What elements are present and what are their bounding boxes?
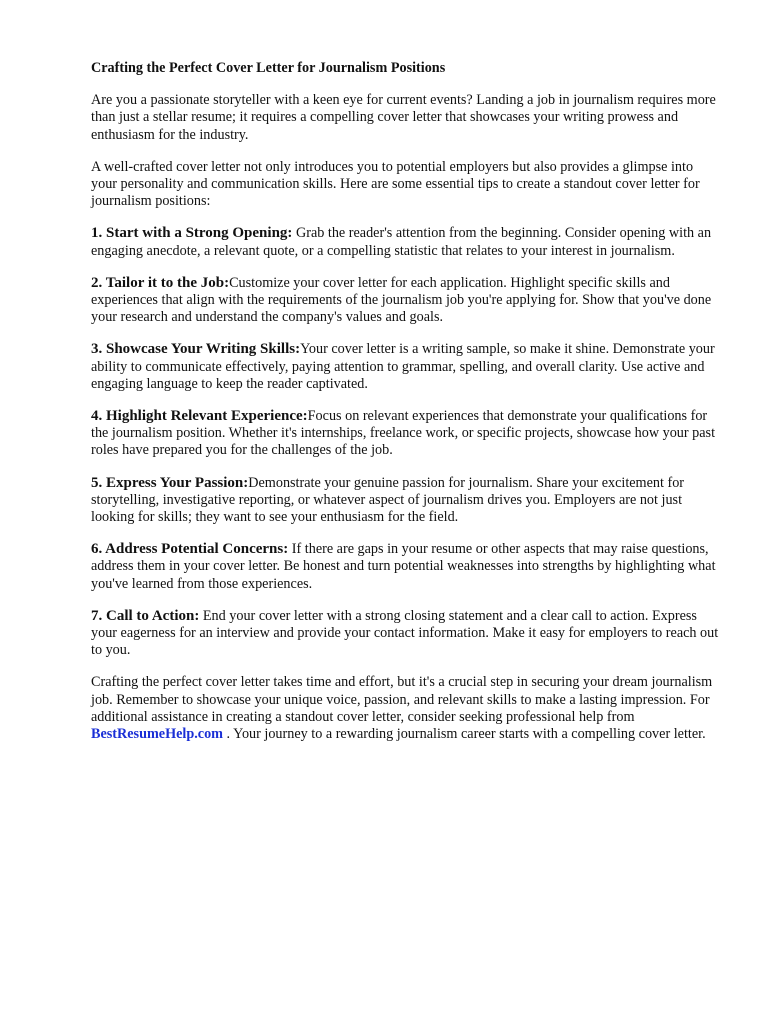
tip-7 bbox=[91, 608, 721, 660]
intro-paragraph-1: Are you a passionate storyteller with a keen eye for current events? Landing a job in journalism requires more than just a stellar resume; it requires a compelling cover letter that showcases your writing prowess and enthusiasm for the industry. bbox=[91, 92, 716, 143]
closing-text-before-link: Crafting the perfect cover letter takes time and effort, but it's a crucial step in securing your dream journalism job. Remember to showcase your unique voice, passion, and relevant skills to make a lasting impression. For additional assistance in creating a standout cover letter, consider seeking professional help from bbox=[91, 674, 713, 725]
tip-5 bbox=[91, 475, 721, 527]
tip-7-text: End your cover letter with a strong closing statement and a clear call to action. Express your eagerness for an interview and provide your contact information. Make it easy for employers to reach out to you. bbox=[91, 607, 719, 659]
tip-2-text: Customize your cover letter for each application. Highlight specific skills and experiences that align with the requirements of the journalism job you're applying for. Show that you've done your research and understand the company's values and goals. bbox=[91, 274, 712, 326]
tip-6 bbox=[91, 541, 721, 593]
tip-7-heading: 7. Call to Action: bbox=[91, 607, 200, 624]
document-title: Crafting the Perfect Cover Letter for Journalism Positions bbox=[91, 60, 446, 76]
tip-6-text: If there are gaps in your resume or other aspects that may raise questions, address them in your cover letter. Be honest and turn potential weaknesses into strengths by highlighting what you've learned from those experiences. bbox=[91, 541, 716, 592]
bestresumehelp-link[interactable]: BestResumeHelp.com bbox=[91, 726, 223, 743]
tip-5-text: Demonstrate your genuine passion for journalism. Share your excitement for storytelling, investigative reporting, or whatever aspect of journalism drives you. Employers are not just looking for skills; they want to see your enthusiasm for the field. bbox=[91, 474, 685, 526]
tip-2-heading: 2. Tailor it to the Job: bbox=[91, 274, 230, 291]
tip-5-heading: 5. Express Your Passion: bbox=[91, 474, 249, 491]
intro-paragraph-2: A well-crafted cover letter not only introduces you to potential employers but also provides a glimpse into your personality and communication skills. Here are some essential tips to create a standout cover letter for journalism positions: bbox=[91, 158, 700, 210]
tip-1 bbox=[91, 225, 721, 259]
tip-3-text: Your cover letter is a writing sample, so make it shine. Demonstrate your ability to communicate effectively, paying attention to grammar, spelling, and overall clarity. Use active and engaging language to keep the reader captivated. bbox=[91, 341, 715, 392]
tip-4-heading: 4. Highlight Relevant Experience: bbox=[91, 408, 308, 425]
tip-3-heading: 3. Showcase Your Writing Skills: bbox=[91, 341, 301, 358]
tip-1-heading: 1. Start with a Strong Opening: bbox=[91, 225, 293, 242]
closing-paragraph bbox=[91, 674, 721, 743]
tip-4 bbox=[91, 408, 721, 460]
tip-3 bbox=[91, 341, 721, 393]
tip-2 bbox=[91, 275, 721, 327]
closing-text-after-link: . Your journey to a rewarding journalism career starts with a compelling cover letter. bbox=[223, 726, 706, 743]
document-page bbox=[91, 60, 721, 758]
tip-6-heading: 6. Address Potential Concerns: bbox=[91, 541, 289, 558]
tip-4-text: Focus on relevant experiences that demonstrate your qualifications for the journalism position. Whether it's internships, freelance work, or specific projects, showcase how your past roles have prepared you for the challenges of the job. bbox=[91, 408, 716, 459]
tip-1-text: Grab the reader's attention from the beginning. Consider opening with an engaging anecdote, a relevant quote, or a compelling statistic that relates to your interest in journalism. bbox=[91, 225, 712, 259]
